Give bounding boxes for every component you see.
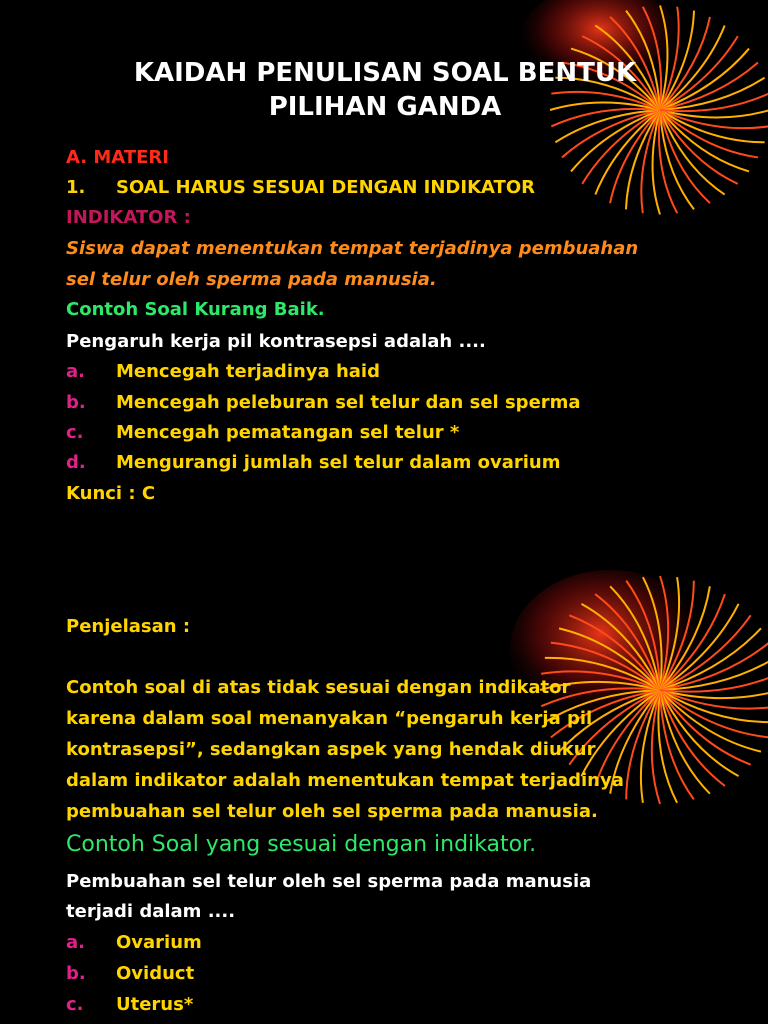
penjelasan-line-5: pembuahan sel telur oleh sel sperma pada manusia.: [66, 801, 598, 822]
option-text: Oviduct: [116, 963, 195, 984]
penjelasan-line-3: kontrasepsi”, sedangkan aspek yang hendak diukur: [66, 739, 596, 760]
option-text: Mencegah terjadinya haid: [116, 361, 380, 382]
title-line-2: PILIHAN GANDA: [268, 92, 502, 122]
option-b-1: [66, 391, 581, 415]
option-letter: c.: [66, 422, 84, 443]
option-letter: a.: [66, 932, 85, 953]
answer-key: Kunci : C: [66, 483, 156, 504]
option-text: Mencegah pematangan sel telur *: [116, 422, 460, 443]
question-1: Pengaruh kerja pil kontrasepsi adalah ....: [66, 331, 486, 352]
option-c-2: [66, 993, 193, 1017]
contoh-kurang-heading: Contoh Soal Kurang Baik.: [66, 299, 325, 320]
option-a-1: [66, 360, 380, 384]
option-letter: a.: [66, 361, 85, 382]
option-letter: c.: [66, 994, 84, 1015]
point-1-text: SOAL HARUS SESUAI DENGAN INDIKATOR: [116, 177, 535, 198]
option-text: Uterus*: [116, 994, 194, 1015]
option-letter: b.: [66, 392, 86, 413]
question-2-line-1: Pembuahan sel telur oleh sel sperma pada manusia: [66, 871, 592, 892]
option-text: Ovarium: [116, 932, 202, 953]
section-heading: A. MATERI: [66, 147, 169, 168]
point-1: [66, 176, 535, 200]
option-a-2: [66, 931, 202, 955]
penjelasan-line-4: dalam indikator adalah menentukan tempat terjadinya: [66, 770, 624, 791]
indikator-text-line-2: sel telur oleh sperma pada manusia.: [66, 269, 437, 290]
option-text: Mengurangi jumlah sel telur dalam ovarium: [116, 452, 561, 473]
option-d-1: [66, 451, 560, 475]
question-2-line-2: terjadi dalam ....: [66, 901, 236, 922]
point-1-number: 1.: [66, 177, 86, 198]
option-text: Mencegah peleburan sel telur dan sel sperma: [116, 392, 581, 413]
indikator-text-line-1: Siswa dapat menentukan tempat terjadinya pembuahan: [66, 238, 639, 259]
page-title: [40, 56, 730, 124]
option-letter: b.: [66, 963, 86, 984]
option-b-2: [66, 962, 194, 986]
penjelasan-line-1: Contoh soal di atas tidak sesuai dengan indikator: [66, 677, 571, 698]
penjelasan-label: Penjelasan :: [66, 616, 191, 637]
penjelasan-line-2: karena dalam soal menanyakan “pengaruh kerja pil: [66, 708, 593, 729]
contoh-sesuai-heading: Contoh Soal yang sesuai dengan indikator.: [66, 832, 537, 857]
option-c-1: [66, 421, 459, 445]
title-line-1: KAIDAH PENULISAN SOAL BENTUK: [133, 58, 637, 88]
indikator-label: INDIKATOR :: [66, 207, 191, 228]
option-letter: d.: [66, 452, 86, 473]
